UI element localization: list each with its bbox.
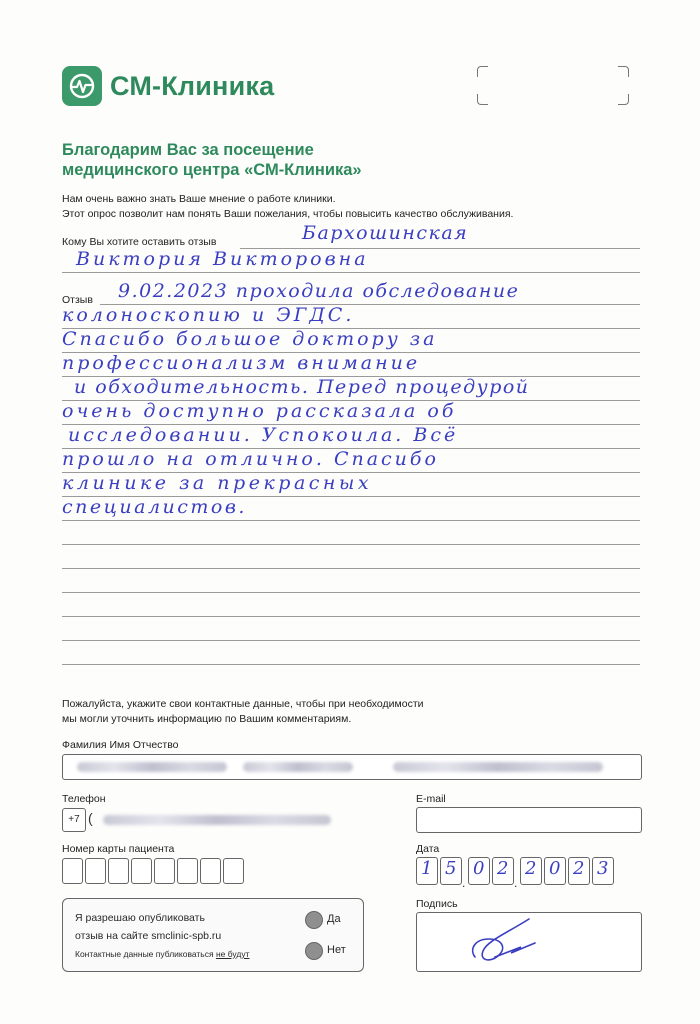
thanks-heading-line1: Благодарим Вас за посещение: [62, 141, 314, 159]
consent-box: [62, 898, 364, 972]
signature-field[interactable]: [416, 912, 642, 972]
review-handwriting-line: прошло на отлично. Спасибо: [62, 448, 439, 470]
recipient-line-2: [62, 272, 640, 273]
brand-name: СМ-Клиника: [110, 71, 275, 101]
review-handwriting-line: и обходительность. Перед процедурой: [74, 376, 530, 398]
redacted-name: [77, 762, 227, 772]
date-digit: 2: [525, 858, 537, 879]
consent-yes-label: Да: [327, 913, 341, 925]
consent-no-label: Нет: [327, 944, 346, 956]
intro-text-line1: Нам очень важно знать Ваше мнение о работе клиники.: [62, 193, 336, 205]
date-digit: 0: [549, 858, 561, 879]
redacted-name: [243, 762, 353, 772]
review-label: Отзыв: [62, 294, 93, 306]
thanks-heading: [62, 140, 362, 180]
patient-card-label: Номер карты пациента: [62, 843, 175, 855]
contact-request: [62, 697, 424, 727]
recipient-handwriting-line1: Бархошинская: [302, 222, 469, 244]
phone-paren: (: [88, 810, 93, 826]
email-field[interactable]: [416, 807, 642, 833]
review-handwriting-line: очень доступно рассказала об: [62, 400, 457, 422]
redacted-name: [393, 762, 603, 772]
recipient-label: Кому Вы хотите оставить отзыв: [62, 236, 217, 248]
review-handwriting-line: специалистов.: [62, 496, 247, 518]
signature-scribble: [417, 913, 641, 971]
consent-note-prefix: Контактные данные публиковаться: [75, 949, 216, 959]
consent-line1: Я разрешаю опубликовать: [75, 912, 205, 924]
date-label: Дата: [416, 843, 440, 855]
consent-note: [75, 949, 250, 959]
phone-label: Телефон: [62, 793, 106, 805]
phone-prefix: +7: [62, 808, 86, 832]
review-handwriting-line: исследовании. Успокоила. Всё: [68, 424, 459, 446]
review-handwriting-line: профессионализм внимание: [62, 352, 421, 374]
contact-request-line2: мы могли уточнить информацию по Вашим комментариям.: [62, 713, 352, 725]
review-handwriting-line: 9.02.2023 проходила обследование: [118, 280, 520, 302]
date-digit: 0: [473, 858, 485, 879]
date-digit: 2: [573, 858, 585, 879]
heart-pulse-icon: [62, 66, 102, 106]
full-name-field[interactable]: [62, 754, 642, 780]
consent-yes-radio[interactable]: [305, 911, 323, 929]
email-label: E-mail: [416, 793, 446, 805]
brand-logo: [62, 66, 102, 106]
redacted-phone: [103, 815, 331, 825]
review-handwriting-line: клинике за прекрасных: [62, 472, 373, 494]
review-handwriting-line: Спасибо большое доктору за: [62, 328, 438, 350]
recipient-handwriting-line2: Виктория Викторовна: [76, 248, 369, 270]
intro-text-line2: Этот опрос позволит нам понять Ваши пожелания, чтобы повысить качество обслуживания.: [62, 208, 514, 220]
consent-note-emph: не будут: [215, 949, 250, 959]
review-handwriting-line: колоноскопию и ЭГДС.: [62, 304, 355, 326]
signature-label: Подпись: [416, 898, 458, 910]
full-name-label: Фамилия Имя Отчество: [62, 739, 179, 751]
date-digit: 2: [497, 858, 509, 879]
consent-line2: отзыв на сайте smclinic-spb.ru: [75, 930, 222, 942]
date-digit: 3: [597, 858, 609, 879]
phone-field[interactable]: [96, 808, 338, 832]
date-digit: 5: [445, 858, 457, 879]
consent-no-radio[interactable]: [305, 942, 323, 960]
date-digit: 1: [421, 858, 433, 879]
intro-text: [62, 192, 513, 222]
contact-request-line1: Пожалуйста, укажите свои контактные данные, чтобы при необходимости: [62, 698, 424, 710]
thanks-heading-line2: медицинского центра «СМ-Клиника»: [62, 161, 362, 179]
